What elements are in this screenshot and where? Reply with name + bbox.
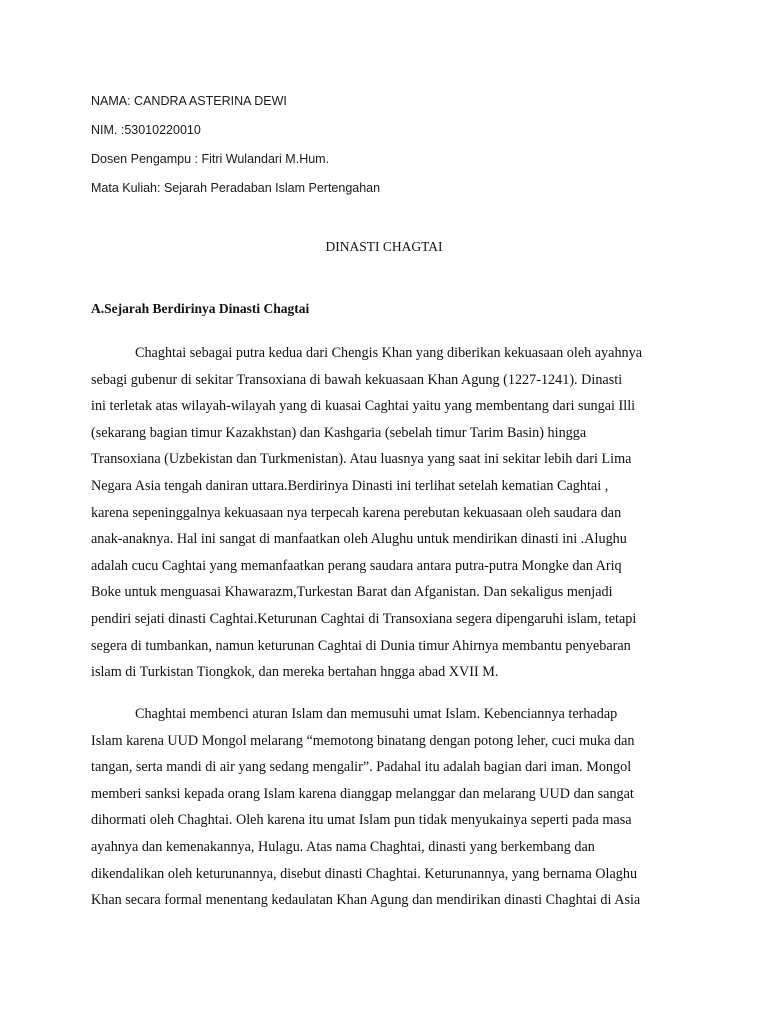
paragraph-line: ini terletak atas wilayah-wilayah yang di kuasai Caghtai yaitu yang membentang dari sungai Illi bbox=[91, 398, 636, 415]
paragraph-1 bbox=[91, 340, 691, 686]
paragraph-line: dihormati oleh Chaghtai. Oleh karena itu umat Islam pun tidak menyukainya seperti pada masa bbox=[91, 812, 632, 829]
paragraph-line: Chaghtai sebagai putra kedua dari Chengis Khan yang diberikan kekuasaan oleh ayahnya bbox=[135, 345, 643, 361]
paragraph-line: karena sepeninggalnya kekuasaan nya terpecah karena perebutan kekuasaan oleh saudara dan bbox=[91, 504, 622, 521]
paragraph-line: islam di Turkistan Tiongkok, dan mereka bertahan hngga abad XVII M. bbox=[91, 664, 499, 681]
paragraph-line: Transoxiana (Uzbekistan dan Turkmenistan). Atau luasnya yang saat ini sekitar lebih dari Lima bbox=[91, 451, 632, 468]
section-heading: A.Sejarah Berdirinya Dinasti Chagtai bbox=[91, 301, 310, 316]
paragraph-line: Khan secara formal menentang kedaulatan Khan Agung dan mendirikan dinasti Chaghtai di Asia bbox=[91, 892, 641, 909]
paragraph-line: pendiri sejati dinasti Caghtai.Keturunan Caghtai di Transoxiana segera dipengaruhi islam, tetapi bbox=[91, 610, 637, 627]
paragraph-line: dikendalikan oleh keturunannya, disebut dinasti Chaghtai. Keturunannya, yang bernama Olaghu bbox=[91, 865, 638, 882]
paragraph-line: memberi sanksi kepada orang Islam karena dianggap melanggar dan melarang UUD dan sangat bbox=[91, 785, 634, 802]
paragraph-line: (sekarang bagian timur Kazakhstan) dan Kashgaria (sebelah timur Tarim Basin) hingga bbox=[91, 424, 587, 441]
paragraph-line: sebagi gubenur di sekitar Transoxiana di bawah kekuasaan Khan Agung (1227-1241). Dinasti bbox=[91, 371, 623, 388]
document-title: DINASTI CHAGTAI bbox=[325, 239, 443, 254]
paragraph-line: ayahnya dan kemenakannya, Hulagu. Atas nama Chaghtai, dinasti yang berkembang dan bbox=[91, 838, 595, 855]
paragraph-line: Islam karena UUD Mongol melarang “memotong binatang dengan potong leher, cuci muka dan bbox=[91, 732, 635, 749]
paragraph-line: Boke untuk menguasai Khawarazm,Turkestan Barat dan Afganistan. Dan sekaligus menjadi bbox=[91, 584, 613, 601]
student-name: NAMA: CANDRA ASTERINA DEWI bbox=[91, 94, 287, 108]
paragraph-line: adalah cucu Caghtai yang memanfaatkan perang saudara antara putra-putra Mongke dan Ariq bbox=[91, 557, 622, 574]
lecturer-line: Dosen Pengampu : Fitri Wulandari M.Hum. bbox=[91, 152, 330, 166]
paragraph-line: Negara Asia tengah daniran uttara.Berdirinya Dinasti ini terlihat setelah kematian Caghtai , bbox=[91, 477, 609, 494]
paragraph-line: tangan, serta mandi di air yang sedang mengalir”. Padahal itu adalah bagian dari iman. Mongol bbox=[91, 759, 632, 776]
paragraph-2 bbox=[91, 701, 691, 914]
paragraph-line: segera di tumbankan, namun keturunan Caghtai di Dunia timur Ahirnya membantu penyebaran bbox=[91, 637, 631, 654]
paragraph-line: anak-anaknya. Hal ini sangat di manfaatkan oleh Alughu untuk mendirikan dinasti ini .Alughu bbox=[91, 531, 627, 548]
student-nim: NIM. :53010220010 bbox=[91, 123, 201, 137]
course-line: Mata Kuliah: Sejarah Peradaban Islam Pertengahan bbox=[91, 181, 381, 195]
paragraph-line: Chaghtai membenci aturan Islam dan memusuhi umat Islam. Kebenciannya terhadap bbox=[135, 706, 618, 722]
